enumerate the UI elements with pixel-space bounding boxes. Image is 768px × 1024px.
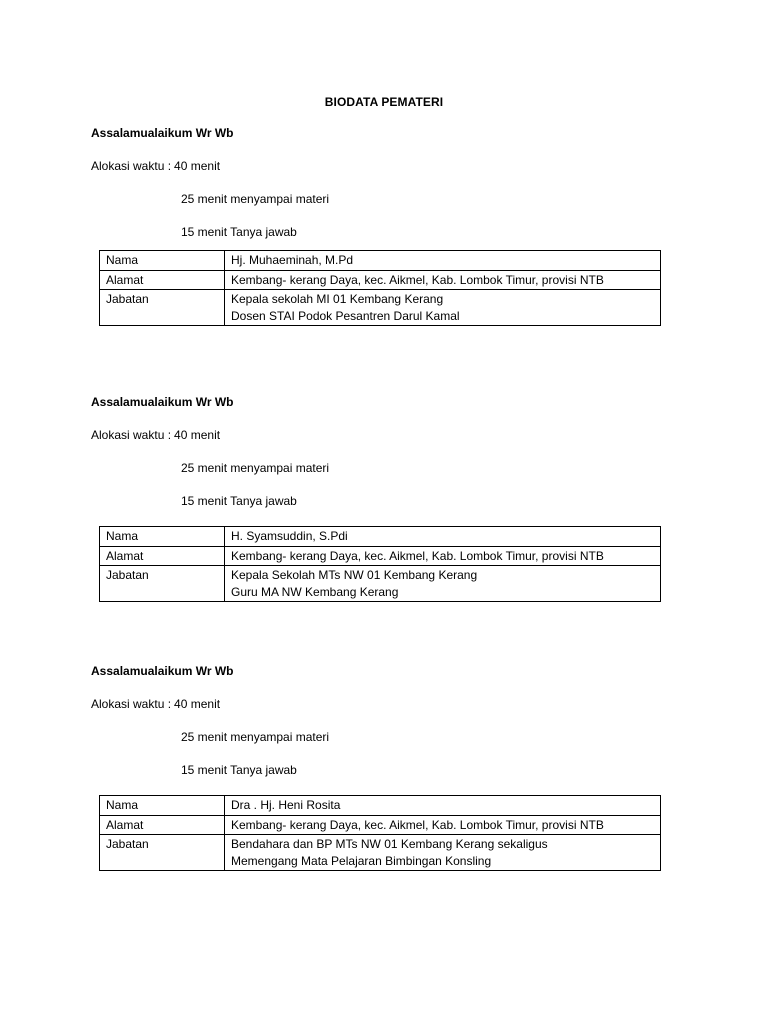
table-row [100, 835, 661, 871]
row-label-jabatan: Jabatan [100, 835, 225, 871]
row-value-jabatan [225, 566, 661, 602]
row-label-nama: Nama [100, 796, 225, 816]
row-label-alamat: Alamat [100, 546, 225, 566]
jabatan-line-1: Bendahara dan BP MTs NW 01 Kembang Kerang sekaligus [231, 837, 548, 851]
jabatan-line-2: Memengang Mata Pelajaran Bimbingan Konsling [231, 853, 492, 868]
row-value-nama: Dra . Hj. Heni Rosita [225, 796, 661, 816]
jabatan-line-2: Guru MA NW Kembang Kerang [231, 584, 399, 599]
table-row [100, 251, 661, 271]
row-value-alamat: Kembang- kerang Daya, kec. Aikmel, Kab. Lombok Timur, provisi NTB [225, 815, 661, 835]
speaker-section-2 [0, 395, 768, 635]
allocation-label: Alokasi waktu : [91, 697, 172, 711]
row-value-nama: H. Syamsuddin, S.Pdi [225, 527, 661, 547]
allocation-label: Alokasi waktu : [91, 159, 172, 173]
allocation-detail-qa: 15 menit Tanya jawab [181, 225, 297, 239]
speaker-section-3 [0, 664, 768, 904]
jabatan-line-1: Kepala Sekolah MTs NW 01 Kembang Kerang [231, 568, 478, 582]
time-allocation [91, 697, 220, 711]
allocation-detail-qa: 15 menit Tanya jawab [181, 763, 297, 777]
allocation-detail-presentation: 25 menit menyampai materi [181, 730, 330, 744]
speaker-bio-table [99, 250, 661, 326]
table-row [100, 527, 661, 547]
speaker-bio-table [99, 526, 661, 602]
allocation-label: Alokasi waktu : [91, 428, 172, 442]
allocation-detail-presentation: 25 menit menyampai materi [181, 192, 330, 206]
allocation-detail-presentation: 25 menit menyampai materi [181, 461, 330, 475]
allocation-value: 40 menit [174, 159, 221, 173]
row-value-alamat: Kembang- kerang Daya, kec. Aikmel, Kab. Lombok Timur, provisi NTB [225, 270, 661, 290]
table-row [100, 815, 661, 835]
speaker-section-1 [0, 126, 768, 366]
row-value-jabatan [225, 290, 661, 326]
greeting: Assalamualaikum Wr Wb [91, 395, 234, 409]
row-value-alamat: Kembang- kerang Daya, kec. Aikmel, Kab. Lombok Timur, provisi NTB [225, 546, 661, 566]
row-value-jabatan [225, 835, 661, 871]
document-title: BIODATA PEMATERI [324, 95, 444, 109]
jabatan-line-1: Kepala sekolah MI 01 Kembang Kerang [231, 292, 444, 306]
allocation-value: 40 menit [174, 428, 221, 442]
table-row [100, 290, 661, 326]
row-label-alamat: Alamat [100, 270, 225, 290]
time-allocation [91, 159, 220, 173]
table-row [100, 566, 661, 602]
table-row [100, 546, 661, 566]
row-value-nama: Hj. Muhaeminah, M.Pd [225, 251, 661, 271]
row-label-nama: Nama [100, 251, 225, 271]
row-label-nama: Nama [100, 527, 225, 547]
table-row [100, 270, 661, 290]
row-label-alamat: Alamat [100, 815, 225, 835]
allocation-detail-qa: 15 menit Tanya jawab [181, 494, 297, 508]
jabatan-line-2: Dosen STAI Podok Pesantren Darul Kamal [231, 308, 460, 323]
speaker-bio-table [99, 795, 661, 871]
greeting: Assalamualaikum Wr Wb [91, 126, 234, 140]
allocation-value: 40 menit [174, 697, 221, 711]
greeting: Assalamualaikum Wr Wb [91, 664, 234, 678]
table-row [100, 796, 661, 816]
row-label-jabatan: Jabatan [100, 290, 225, 326]
row-label-jabatan: Jabatan [100, 566, 225, 602]
time-allocation [91, 428, 220, 442]
